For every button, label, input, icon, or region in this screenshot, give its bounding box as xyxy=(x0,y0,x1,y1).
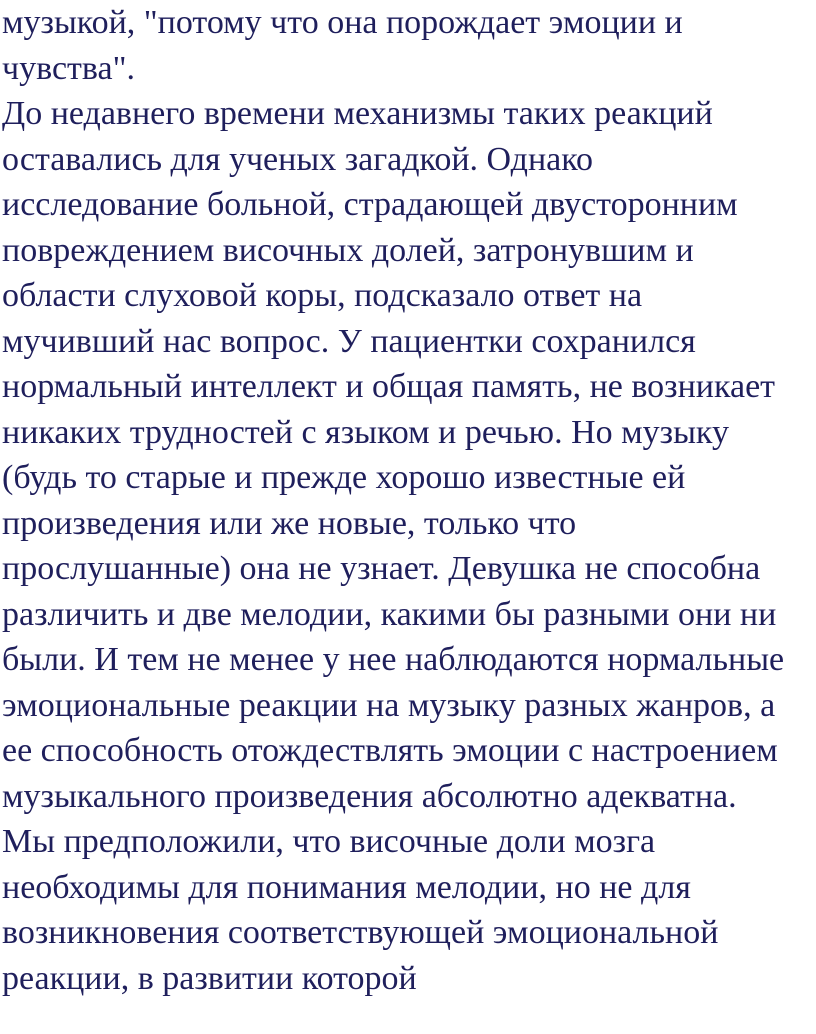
text-line-4: оставались для ученых загадкой. Однако xyxy=(2,140,594,178)
text-line-20: необходимы для понимания мелодии, но не для xyxy=(2,868,691,906)
text-line-9: нормальный интеллект и общая память, не возникает xyxy=(2,368,776,405)
text-line-6: повреждением височных долей, затронувшим и xyxy=(2,231,694,269)
text-line-7: области слуховой коры, подсказало ответ на xyxy=(2,277,643,314)
text-line-15: были. И тем не менее у нее наблюдаются нормальные xyxy=(2,641,785,678)
text-line-1: музыкой, "потому что она порождает эмоции и xyxy=(2,4,683,41)
text-line-12: произведения или же новые, только что xyxy=(2,504,577,542)
text-line-11: (будь то старые и прежде хорошо известные ей xyxy=(2,459,686,496)
text-line-21: возникновения соответствующей эмоциональной xyxy=(2,914,719,951)
text-line-10: никаких трудностей с языком и речью. Но музыку xyxy=(2,413,729,451)
text-line-22: реакции, в развитии которой xyxy=(2,959,417,997)
text-line-17: ее способность отождествлять эмоции с настроением xyxy=(2,732,778,769)
text-line-5: исследование больной, страдающей двусторонним xyxy=(2,186,738,223)
text-line-2: чувства". xyxy=(2,49,135,87)
text-line-18: музыкального произведения абсолютно адекватна. xyxy=(2,777,737,815)
text-line-16: эмоциональные реакции на музыку разных жанров, а xyxy=(2,686,776,724)
text-line-3: До недавнего времени механизмы таких реакций xyxy=(2,95,713,132)
text-line-14: различить и две мелодии, какими бы разными они ни xyxy=(2,595,777,633)
text-line-8: мучивший нас вопрос. У пациентки сохранился xyxy=(2,322,696,360)
text-line-19: Мы предположили, что височные доли мозга xyxy=(2,823,656,860)
text-line-13: прослушанные) она не узнает. Девушка не способна xyxy=(2,550,761,587)
